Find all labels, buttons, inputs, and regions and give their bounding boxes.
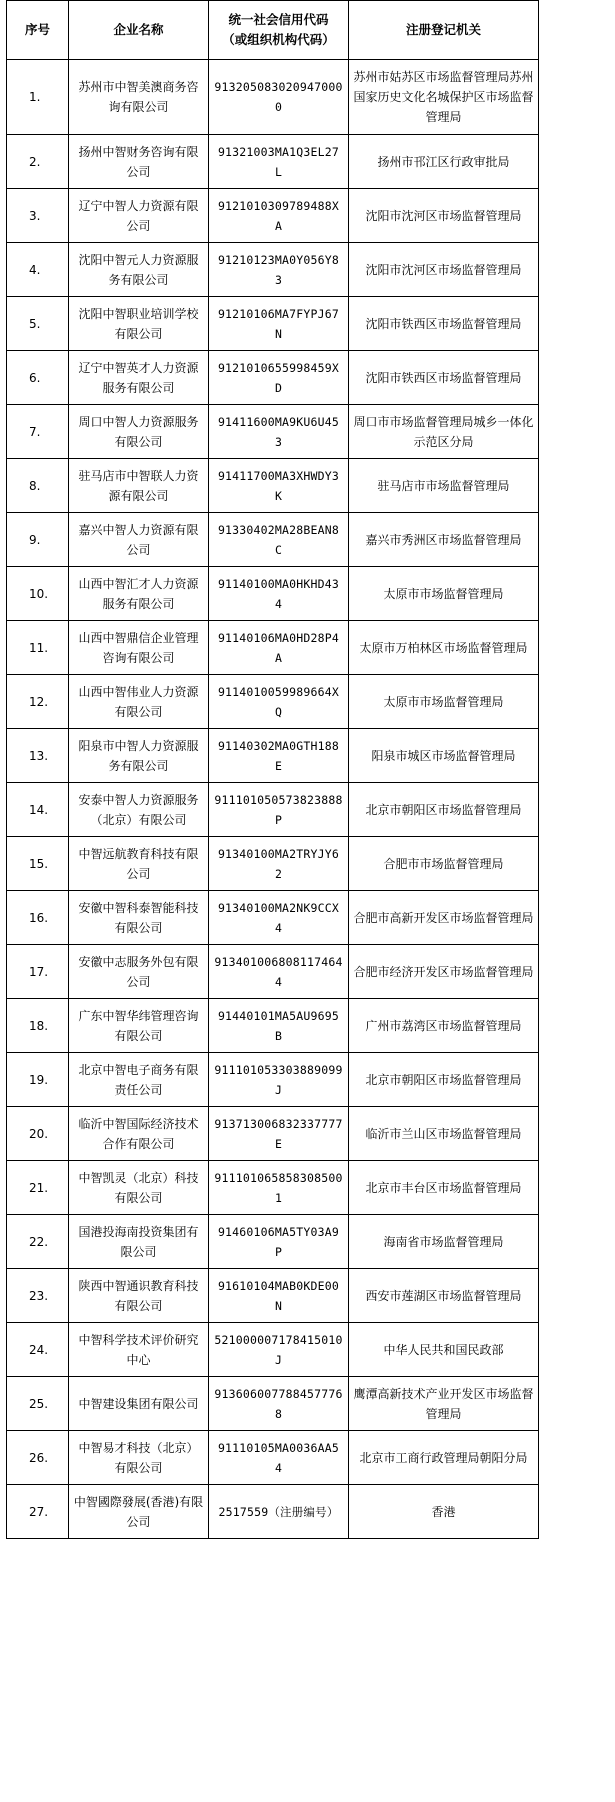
header-credit-code-line1: 统一社会信用代码 (228, 12, 329, 27)
header-registration-authority: 注册登记机关 (349, 1, 539, 60)
row-company-name: 临沂中智国际经济技术合作有限公司 (69, 1107, 209, 1161)
row-company-name: 中智建设集团有限公司 (69, 1377, 209, 1431)
row-seq: 5. (7, 297, 69, 351)
table-row (7, 837, 539, 891)
row-registration-authority: 太原市市场监督管理局 (349, 675, 539, 729)
row-registration-authority: 广州市荔湾区市场监督管理局 (349, 999, 539, 1053)
table-row (7, 1053, 539, 1107)
row-credit-code-line: 91440101MA5AU9695 (217, 1008, 340, 1023)
row-seq: 8. (7, 459, 69, 513)
row-credit-code-line: L (274, 164, 283, 179)
row-registration-authority: 临沂市兰山区市场监督管理局 (349, 1107, 539, 1161)
table-row (7, 189, 539, 243)
row-credit-code-line: N (274, 326, 283, 341)
row-credit-code-line: 911101050573823888 (214, 792, 343, 807)
row-registration-authority: 合肥市市场监督管理局 (349, 837, 539, 891)
table-row (7, 243, 539, 297)
row-credit-code-line: 91140302MA0GTH188 (217, 738, 340, 753)
table-row (7, 1107, 539, 1161)
row-seq: 3. (7, 189, 69, 243)
row-registration-authority: 中华人民共和国民政部 (349, 1323, 539, 1377)
table-row (7, 621, 539, 675)
table-body (7, 60, 539, 1539)
row-credit-code-line: 91340100MA2NK9CCX (217, 900, 340, 915)
row-credit-code (209, 351, 349, 405)
row-credit-code-line: 91140100MA0HKHD43 (217, 576, 340, 591)
row-credit-code-line: C (274, 542, 283, 557)
row-credit-code-line: 9121010655998459X (217, 360, 340, 375)
row-credit-code (209, 1431, 349, 1485)
row-seq: 19. (7, 1053, 69, 1107)
row-credit-code-line: 91610104MAB0KDE00 (217, 1278, 340, 1293)
row-credit-code-line: E (274, 758, 283, 773)
row-credit-code-line: 91340100MA2TRYJY6 (217, 846, 340, 861)
row-credit-code-line: 91210123MA0Y056Y8 (217, 252, 340, 267)
header-seq: 序号 (7, 1, 69, 60)
table-row (7, 1431, 539, 1485)
row-seq: 14. (7, 783, 69, 837)
row-credit-code-line: 91210106MA7FYPJ67 (217, 306, 340, 321)
row-seq: 16. (7, 891, 69, 945)
row-credit-code-line: 911101065858308500 (214, 1170, 343, 1185)
row-company-name: 安徽中志服务外包有限公司 (69, 945, 209, 999)
row-credit-code-line: 2 (274, 866, 283, 881)
row-credit-code-line: D (274, 380, 283, 395)
row-seq: 1. (7, 60, 69, 135)
row-credit-code (209, 189, 349, 243)
table-row (7, 135, 539, 189)
row-credit-code (209, 1215, 349, 1269)
row-credit-code (209, 1485, 349, 1539)
row-seq: 13. (7, 729, 69, 783)
row-company-name: 安泰中智人力资源服务（北京）有限公司 (69, 783, 209, 837)
table-row (7, 1485, 539, 1539)
row-company-name: 中智易才科技（北京）有限公司 (69, 1431, 209, 1485)
row-credit-code-line: P (274, 1244, 283, 1259)
row-credit-code-line: 913401006808117464 (214, 954, 343, 969)
row-seq: 6. (7, 351, 69, 405)
row-credit-code-line: J (274, 1352, 283, 1367)
row-registration-authority: 沈阳市铁西区市场监督管理局 (349, 297, 539, 351)
row-seq: 10. (7, 567, 69, 621)
row-credit-code (209, 1269, 349, 1323)
row-credit-code-line: 521000007178415010 (214, 1332, 343, 1347)
row-credit-code (209, 1107, 349, 1161)
row-registration-authority: 苏州市姑苏区市场监督管理局苏州国家历史文化名城保护区市场监督管理局 (349, 60, 539, 135)
header-credit-code-line2: （或组织机构代码） (222, 32, 335, 47)
row-company-name: 嘉兴中智人力资源有限公司 (69, 513, 209, 567)
row-credit-code (209, 1053, 349, 1107)
row-company-name: 驻马店市中智联人力资源有限公司 (69, 459, 209, 513)
row-company-name: 安徽中智科泰智能科技有限公司 (69, 891, 209, 945)
table-row (7, 783, 539, 837)
row-credit-code (209, 837, 349, 891)
row-seq: 20. (7, 1107, 69, 1161)
table-row (7, 1269, 539, 1323)
row-credit-code-line: N (274, 1298, 283, 1313)
row-credit-code (209, 621, 349, 675)
row-company-name: 山西中智汇才人力资源服务有限公司 (69, 567, 209, 621)
row-registration-authority: 北京市工商行政管理局朝阳分局 (349, 1431, 539, 1485)
row-credit-code-line: 91321003MA1Q3EL27 (217, 144, 340, 159)
row-credit-code-line: 3 (274, 272, 283, 287)
row-registration-authority: 鹰潭高新技术产业开发区市场监督管理局 (349, 1377, 539, 1431)
row-seq: 15. (7, 837, 69, 891)
header-company-name: 企业名称 (69, 1, 209, 60)
table-row (7, 1161, 539, 1215)
row-credit-code (209, 945, 349, 999)
row-credit-code (209, 1323, 349, 1377)
row-registration-authority: 北京市丰台区市场监督管理局 (349, 1161, 539, 1215)
row-credit-code-line: P (274, 812, 283, 827)
row-credit-code (209, 783, 349, 837)
table-row (7, 945, 539, 999)
row-credit-code-line: 9114010059989664X (217, 684, 340, 699)
row-credit-code (209, 891, 349, 945)
company-registry-table (6, 0, 539, 1539)
row-credit-code-line: 91110105MA0036AA5 (217, 1440, 340, 1455)
row-credit-code-line: 913606007788457776 (214, 1386, 343, 1401)
row-credit-code (209, 297, 349, 351)
table-row (7, 297, 539, 351)
row-registration-authority: 合肥市高新开发区市场监督管理局 (349, 891, 539, 945)
row-credit-code-line: J (274, 1082, 283, 1097)
row-registration-authority: 沈阳市铁西区市场监督管理局 (349, 351, 539, 405)
row-credit-code (209, 1161, 349, 1215)
row-seq: 12. (7, 675, 69, 729)
row-company-name: 山西中智伟业人力资源有限公司 (69, 675, 209, 729)
row-company-name: 北京中智电子商务有限责任公司 (69, 1053, 209, 1107)
row-credit-code-line: 9121010309789488X (217, 198, 340, 213)
row-credit-code (209, 729, 349, 783)
row-seq: 22. (7, 1215, 69, 1269)
row-registration-authority: 阳泉市城区市场监督管理局 (349, 729, 539, 783)
table-row (7, 675, 539, 729)
row-credit-code-line: 91411600MA9KU6U45 (217, 414, 340, 429)
row-credit-code (209, 243, 349, 297)
row-registration-authority: 北京市朝阳区市场监督管理局 (349, 1053, 539, 1107)
row-credit-code (209, 135, 349, 189)
row-company-name: 中智科学技术评价研究中心 (69, 1323, 209, 1377)
row-seq: 2. (7, 135, 69, 189)
row-registration-authority: 沈阳市沈河区市场监督管理局 (349, 189, 539, 243)
row-credit-code (209, 999, 349, 1053)
row-credit-code-line: 91330402MA28BEAN8 (217, 522, 340, 537)
header-credit-code (209, 1, 349, 60)
row-seq: 18. (7, 999, 69, 1053)
row-company-name: 中智國際發展(香港)有限公司 (69, 1485, 209, 1539)
row-credit-code-line: 91411700MA3XHWDY3 (217, 468, 340, 483)
row-company-name: 中智远航教育科技有限公司 (69, 837, 209, 891)
row-credit-code-line: E (274, 1136, 283, 1151)
row-registration-authority: 沈阳市沈河区市场监督管理局 (349, 243, 539, 297)
row-seq: 21. (7, 1161, 69, 1215)
table-row (7, 459, 539, 513)
row-company-name: 陕西中智通识教育科技有限公司 (69, 1269, 209, 1323)
row-company-name: 广东中智华纬管理咨询有限公司 (69, 999, 209, 1053)
table-row (7, 729, 539, 783)
row-seq: 25. (7, 1377, 69, 1431)
row-company-name: 沈阳中智元人力资源服务有限公司 (69, 243, 209, 297)
row-registration-authority: 北京市朝阳区市场监督管理局 (349, 783, 539, 837)
row-seq: 4. (7, 243, 69, 297)
table-row (7, 405, 539, 459)
table-row (7, 60, 539, 135)
row-credit-code-line: Q (274, 704, 283, 719)
row-company-name: 中智凯灵（北京）科技有限公司 (69, 1161, 209, 1215)
row-credit-code-line: 3 (274, 434, 283, 449)
row-credit-code-line: 4 (274, 920, 283, 935)
row-registration-authority: 周口市市场监督管理局城乡一体化示范区分局 (349, 405, 539, 459)
row-credit-code-line: 8 (274, 1406, 283, 1421)
document-page (6, 0, 539, 1539)
row-seq: 7. (7, 405, 69, 459)
row-credit-code-line: 4 (274, 596, 283, 611)
row-registration-authority: 海南省市场监督管理局 (349, 1215, 539, 1269)
row-company-name: 阳泉市中智人力资源服务有限公司 (69, 729, 209, 783)
row-company-name: 沈阳中智职业培训学校有限公司 (69, 297, 209, 351)
row-registration-authority: 合肥市经济开发区市场监督管理局 (349, 945, 539, 999)
table-row (7, 567, 539, 621)
row-credit-code-line: 913713006832337777 (214, 1116, 343, 1131)
row-credit-code-line: 0 (274, 100, 283, 114)
row-seq: 24. (7, 1323, 69, 1377)
row-registration-authority: 太原市万柏林区市场监督管理局 (349, 621, 539, 675)
row-company-name: 扬州中智财务咨询有限公司 (69, 135, 209, 189)
row-seq: 17. (7, 945, 69, 999)
row-company-name: 国港投海南投资集团有限公司 (69, 1215, 209, 1269)
table-row (7, 999, 539, 1053)
row-credit-code-line: 91140106MA0HD28P4 (217, 630, 340, 645)
row-credit-code-line: 2517559（注册编号） (218, 1504, 339, 1519)
row-company-name: 苏州市中智美澳商务咨询有限公司 (69, 60, 209, 135)
row-credit-code (209, 60, 349, 135)
table-row (7, 351, 539, 405)
row-credit-code-line: A (274, 650, 283, 665)
row-seq: 26. (7, 1431, 69, 1485)
row-company-name: 辽宁中智人力资源有限公司 (69, 189, 209, 243)
row-credit-code-line: A (274, 218, 283, 233)
row-credit-code-line: 91460106MA5TY03A9 (217, 1224, 340, 1239)
row-company-name: 辽宁中智英才人力资源服务有限公司 (69, 351, 209, 405)
table-row (7, 1377, 539, 1431)
row-credit-code-line: 4 (274, 974, 283, 989)
row-credit-code (209, 1377, 349, 1431)
row-seq: 9. (7, 513, 69, 567)
row-credit-code (209, 567, 349, 621)
row-registration-authority: 驻马店市市场监督管理局 (349, 459, 539, 513)
table-header-row (7, 1, 539, 60)
row-seq: 23. (7, 1269, 69, 1323)
row-registration-authority: 扬州市邗江区行政审批局 (349, 135, 539, 189)
row-credit-code (209, 675, 349, 729)
table-row (7, 891, 539, 945)
row-company-name: 山西中智鼎信企业管理咨询有限公司 (69, 621, 209, 675)
row-credit-code-line: 911101053303889099 (214, 1062, 343, 1077)
row-company-name: 周口中智人力资源服务有限公司 (69, 405, 209, 459)
row-registration-authority: 西安市莲湖区市场监督管理局 (349, 1269, 539, 1323)
row-credit-code (209, 405, 349, 459)
row-registration-authority: 嘉兴市秀洲区市场监督管理局 (349, 513, 539, 567)
row-credit-code-line: 913205083020947000 (214, 80, 343, 94)
row-credit-code-line: K (274, 488, 283, 503)
row-seq: 11. (7, 621, 69, 675)
row-credit-code (209, 513, 349, 567)
table-row (7, 1215, 539, 1269)
row-registration-authority: 太原市市场监督管理局 (349, 567, 539, 621)
row-registration-authority: 香港 (349, 1485, 539, 1539)
table-row (7, 1323, 539, 1377)
row-credit-code-line: 4 (274, 1460, 283, 1475)
row-seq: 27. (7, 1485, 69, 1539)
row-credit-code-line: 1 (274, 1190, 283, 1205)
row-credit-code (209, 459, 349, 513)
table-row (7, 513, 539, 567)
row-credit-code-line: B (274, 1028, 283, 1043)
